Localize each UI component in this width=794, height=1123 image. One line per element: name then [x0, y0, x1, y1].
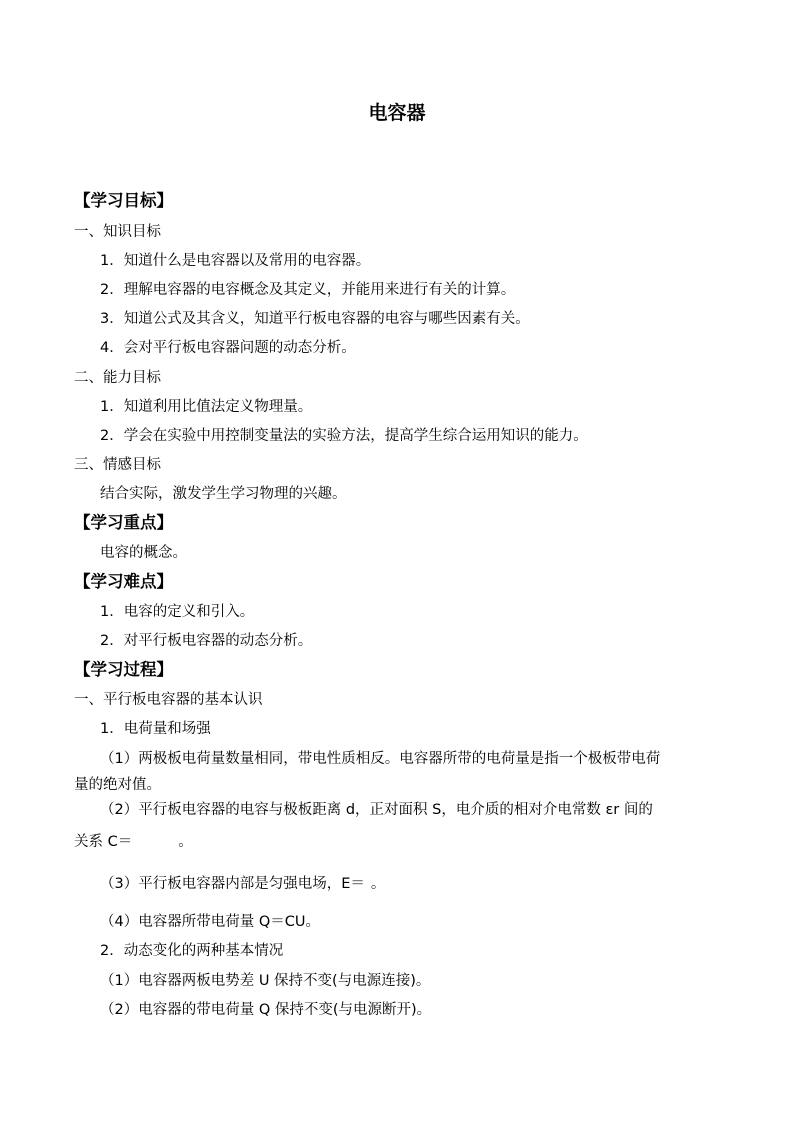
formula-capacitance-line — [74, 832, 193, 852]
list-item: （1）电容器两板电势差 U 保持不变(与电源连接)。 — [100, 973, 431, 989]
formula-prefix: （3）平行板电容器内部是匀强电场，E＝ — [100, 876, 365, 892]
list-item: 2．对平行板电容器的动态分析。 — [100, 633, 313, 649]
subheading-part1: 一、平行板电容器的基本认识 — [74, 692, 263, 708]
list-item: 1．电容的定义和引入。 — [100, 604, 255, 620]
paragraph: 量的绝对值。 — [74, 777, 161, 793]
formula-field-line — [100, 874, 385, 894]
paragraph: （4）电容器所带电荷量 Q＝CU。 — [100, 914, 320, 930]
section-heading-difficulty: 【学习难点】 — [74, 572, 173, 591]
list-item: 2．学会在实验中用控制变量法的实验方法，提高学生综合运用知识的能力。 — [100, 428, 588, 444]
list-item: 1．知道利用比值法定义物理量。 — [100, 399, 313, 415]
paragraph: 电容的概念。 — [100, 545, 187, 561]
subheading-knowledge-goals: 一、知识目标 — [74, 224, 161, 240]
section-heading-learning-goals: 【学习目标】 — [74, 191, 173, 210]
formula-suffix: 。 — [178, 834, 193, 850]
subheading-emotion-goals: 三、情感目标 — [74, 457, 161, 473]
paragraph: （2）平行板电容器的电容与极板距离 d，正对面积 S，电介质的相对介电常数 εr 间的 — [100, 802, 653, 818]
subheading-charge-and-field: 1．电荷量和场强 — [100, 721, 211, 737]
paragraph: （1）两极板电荷量数量相同，带电性质相反。电容器所带的电荷量是指一个极板带电荷 — [100, 751, 661, 767]
list-item: 1．知道什么是电容器以及常用的电容器。 — [100, 253, 371, 269]
subheading-ability-goals: 二、能力目标 — [74, 370, 161, 386]
section-heading-key-point: 【学习重点】 — [74, 513, 173, 532]
subheading-dynamic-cases: 2．动态变化的两种基本情况 — [100, 943, 284, 959]
list-item: 4．会对平行板电容器问题的动态分析。 — [100, 340, 356, 356]
section-heading-process: 【学习过程】 — [74, 660, 173, 679]
formula-suffix: 。 — [370, 876, 386, 892]
list-item: （2）电容器的带电荷量 Q 保持不变(与电源断开)。 — [100, 1002, 432, 1018]
document-title: 电容器 — [368, 102, 426, 124]
paragraph: 结合实际，激发学生学习物理的兴趣。 — [100, 486, 347, 502]
list-item: 2．理解电容器的电容概念及其定义，并能用来进行有关的计算。 — [100, 282, 516, 298]
list-item: 3．知道公式及其含义，知道平行板电容器的电容与哪些因素有关。 — [100, 311, 530, 327]
formula-prefix: 关系 C＝ — [74, 834, 133, 850]
